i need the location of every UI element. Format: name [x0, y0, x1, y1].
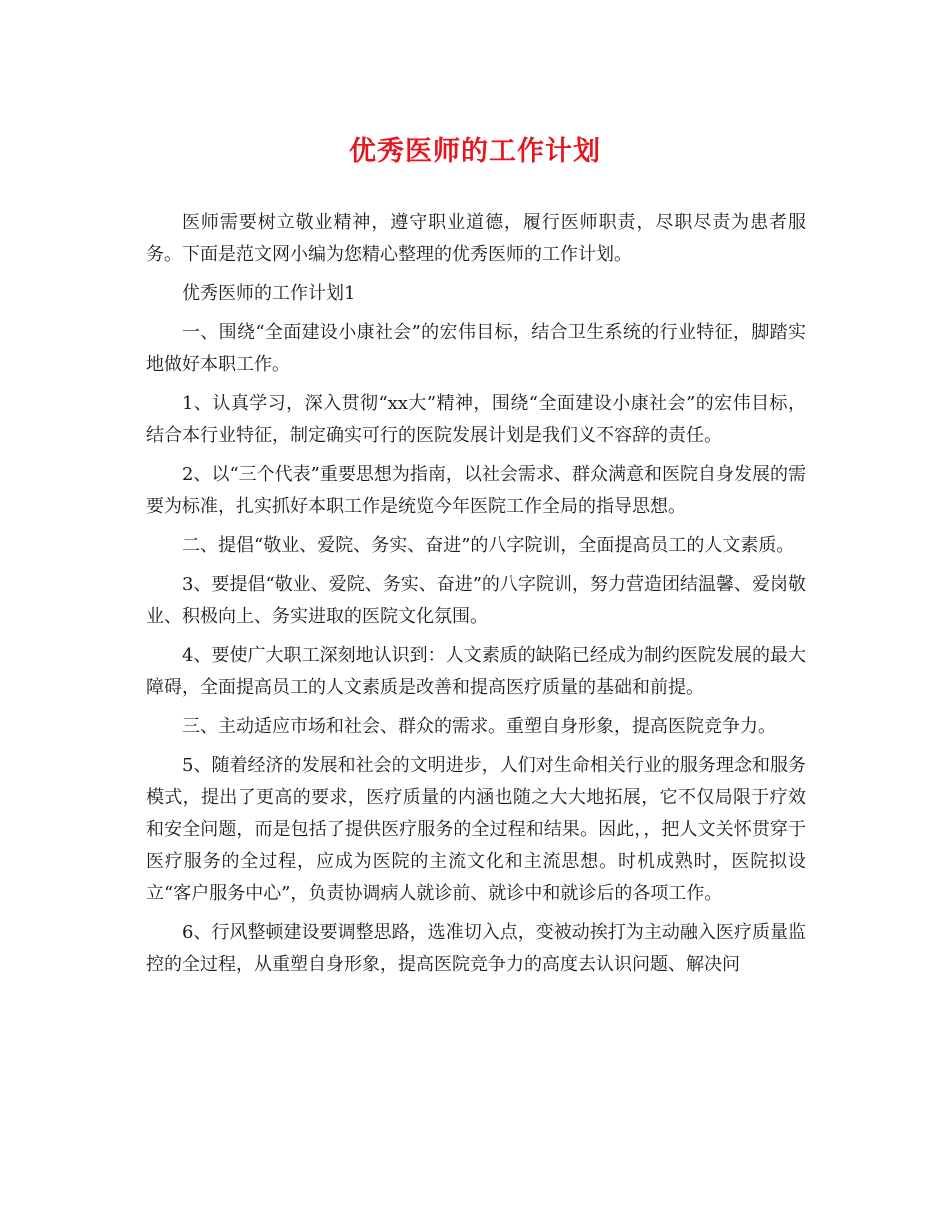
paragraph-intro: 医师需要树立敬业精神，遵守职业道德，履行医师职责，尽职尽责为患者服务。下面是范文网小编为您精心整理的优秀医师的工作计划。 [146, 212, 806, 265]
paragraph-point-2: 2、以“三个代表”重要思想为指南，以社会需求、群众满意和医院自身发展的需要为标准，扎实抓好本职工作是统览今年医院工作全局的指导思想。 [146, 464, 806, 517]
paragraph-point-6: 6、行风整顿建设要调整思路，选准切入点，变被动挨打为主动融入医疗质量监控的全过程，从重塑自身形象，提高医院竞争力的高度去认识问题、解决问 [146, 922, 806, 975]
document-title: 优秀医师的工作计划 [349, 136, 601, 167]
paragraph-point-1: 1、认真学习，深入贯彻“xx大”精神，围绕“全面建设小康社会”的宏伟目标，结合本行业特征，制定确实可行的医院发展计划是我们义不容辞的责任。 [146, 393, 806, 446]
paragraph-section-heading: 优秀医师的工作计划1 [182, 283, 356, 304]
paragraph-item-three: 三、主动适应市场和社会、群众的需求。重塑自身形象，提高医院竞争力。 [182, 716, 776, 737]
paragraph-item-one: 一、围绕“全面建设小康社会”的宏伟目标，结合卫生系统的行业特征，脚踏实地做好本职工作。 [146, 322, 806, 375]
paragraph-point-3: 3、要提倡“敬业、爱院、务实、奋进”的八字院训，努力营造团结温馨、爱岗敬业、积极向上、务实进取的医院文化氛围。 [146, 574, 806, 627]
paragraph-item-two: 二、提倡“敬业、爱院、务实、奋进”的八字院训，全面提高员工的人文素质。 [182, 535, 795, 556]
paragraph-point-5: 5、随着经济的发展和社会的文明进步，人们对生命相关行业的服务理念和服务模式，提出了更高的要求，医疗质量的内涵也随之大大地拓展，它不仅局限于疗效和安全问题，而是包括了提供医疗服务的全过程和结果。因此，，把人文关怀贯穿于医疗服务的全过程，应成为医院的主流文化和主流思想。时机成熟时，医院拟设立“客户服务中心”，负责协调病人就诊前、就诊中和就诊后的各项工作。 [146, 755, 806, 904]
paragraph-point-4: 4、要使广大职工深刻地认识到：人文素质的缺陷已经成为制约医院发展的最大障碍，全面提高员工的人文素质是改善和提高医疗质量的基础和前提。 [146, 645, 806, 698]
document-body [146, 207, 806, 988]
